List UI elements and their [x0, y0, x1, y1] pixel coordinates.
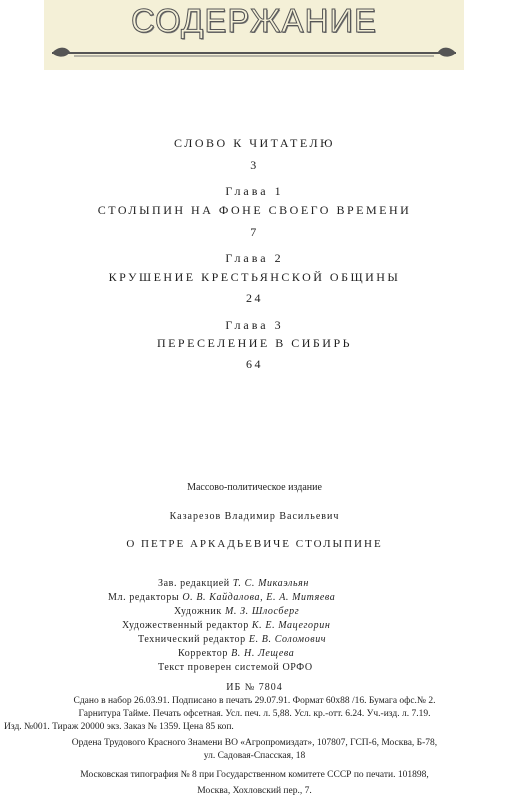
credit-role: Мл. редакторы — [108, 592, 180, 603]
credit-line — [158, 662, 313, 673]
printer-line: Московская типография № 8 при Государственном комитете СССР по печати. 101898, — [80, 770, 429, 780]
page-title: СОДЕРЖАНИЕ — [130, 2, 378, 39]
toc-chapter-1: Глава 1 — [225, 184, 284, 198]
credit-name: К. Е. Мацегорин — [251, 620, 331, 631]
credit-line — [178, 648, 294, 659]
imprint-line: Гарнитура Тайме. Печать офсетная. Усл. печ. л. 5,88. Усл. кр.-отт. 6.24. Уч.-изд. л. 7.19. — [78, 709, 431, 719]
credit-line — [158, 578, 309, 589]
header-banner — [44, 0, 464, 70]
toc-page-chapter-1: 7 — [250, 225, 259, 239]
credit-name: О. В. Кайдалова, Е. А. Митяева — [182, 592, 336, 603]
publisher-line: Ордена Трудового Красного Знамени ВО «Агропромиздат», 107807, ГСП-6, Москва, Б-78, — [71, 738, 438, 748]
imprint-line: Изд. №001. Тираж 20000 экз. Заказ № 1359. Цена 85 коп. — [4, 722, 234, 732]
credit-line — [174, 606, 299, 617]
toc-title-foreword: СЛОВО К ЧИТАТЕЛЮ — [174, 136, 335, 150]
printer-address: Москва, Хохловский пер., 7. — [197, 786, 312, 796]
imprint-line: Сдано в набор 26.03.91. Подписано в печать 29.07.91. Формат 60x88 /16. Бумага офс.№ 2. — [73, 696, 436, 706]
book-title: О ПЕТРЕ АРКАДЬЕВИЧЕ СТОЛЫПИНЕ — [126, 538, 383, 550]
credit-line — [122, 620, 330, 631]
ornamental-rule-icon — [44, 46, 464, 60]
credit-name: В. Н. Лещева — [231, 648, 295, 659]
credit-name: Е. В. Соломович — [248, 634, 327, 645]
credit-line — [108, 592, 335, 603]
publisher-address: ул. Садовая-Спасская, 18 — [203, 751, 306, 761]
author-name: Казарезов Владимир Васильевич — [169, 511, 340, 522]
edition-type: Массово-политическое издание — [187, 482, 322, 493]
credit-line — [138, 634, 326, 645]
toc-chapter-2: Глава 2 — [225, 251, 284, 265]
credit-name: М. З. Шлосберг — [224, 606, 300, 617]
credit-role: Корректор — [178, 648, 228, 659]
toc-page-chapter-3: 64 — [246, 357, 263, 371]
toc-title-chapter-3: ПЕРЕСЕЛЕНИЕ В СИБИРЬ — [156, 336, 353, 350]
toc-title-chapter-1: СТОЛЫПИН НА ФОНЕ СВОЕГО ВРЕМЕНИ — [97, 203, 412, 217]
credit-role: Текст проверен системой ОРФО — [158, 662, 313, 673]
toc-chapter-3: Глава 3 — [225, 318, 284, 332]
credit-role: Зав. редакцией — [158, 578, 230, 589]
credit-role: Художник — [174, 606, 222, 617]
credit-role: Технический редактор — [138, 634, 246, 645]
credit-name: Т. С. Микаэльян — [232, 578, 309, 589]
toc-page-chapter-2: 24 — [246, 291, 263, 305]
toc-page-foreword: 3 — [250, 158, 259, 172]
credit-role: Художественный редактор — [122, 620, 249, 631]
ib-number: ИБ № 7804 — [226, 682, 283, 693]
toc-title-chapter-2: КРУШЕНИЕ КРЕСТЬЯНСКОЙ ОБЩИНЫ — [108, 270, 401, 284]
